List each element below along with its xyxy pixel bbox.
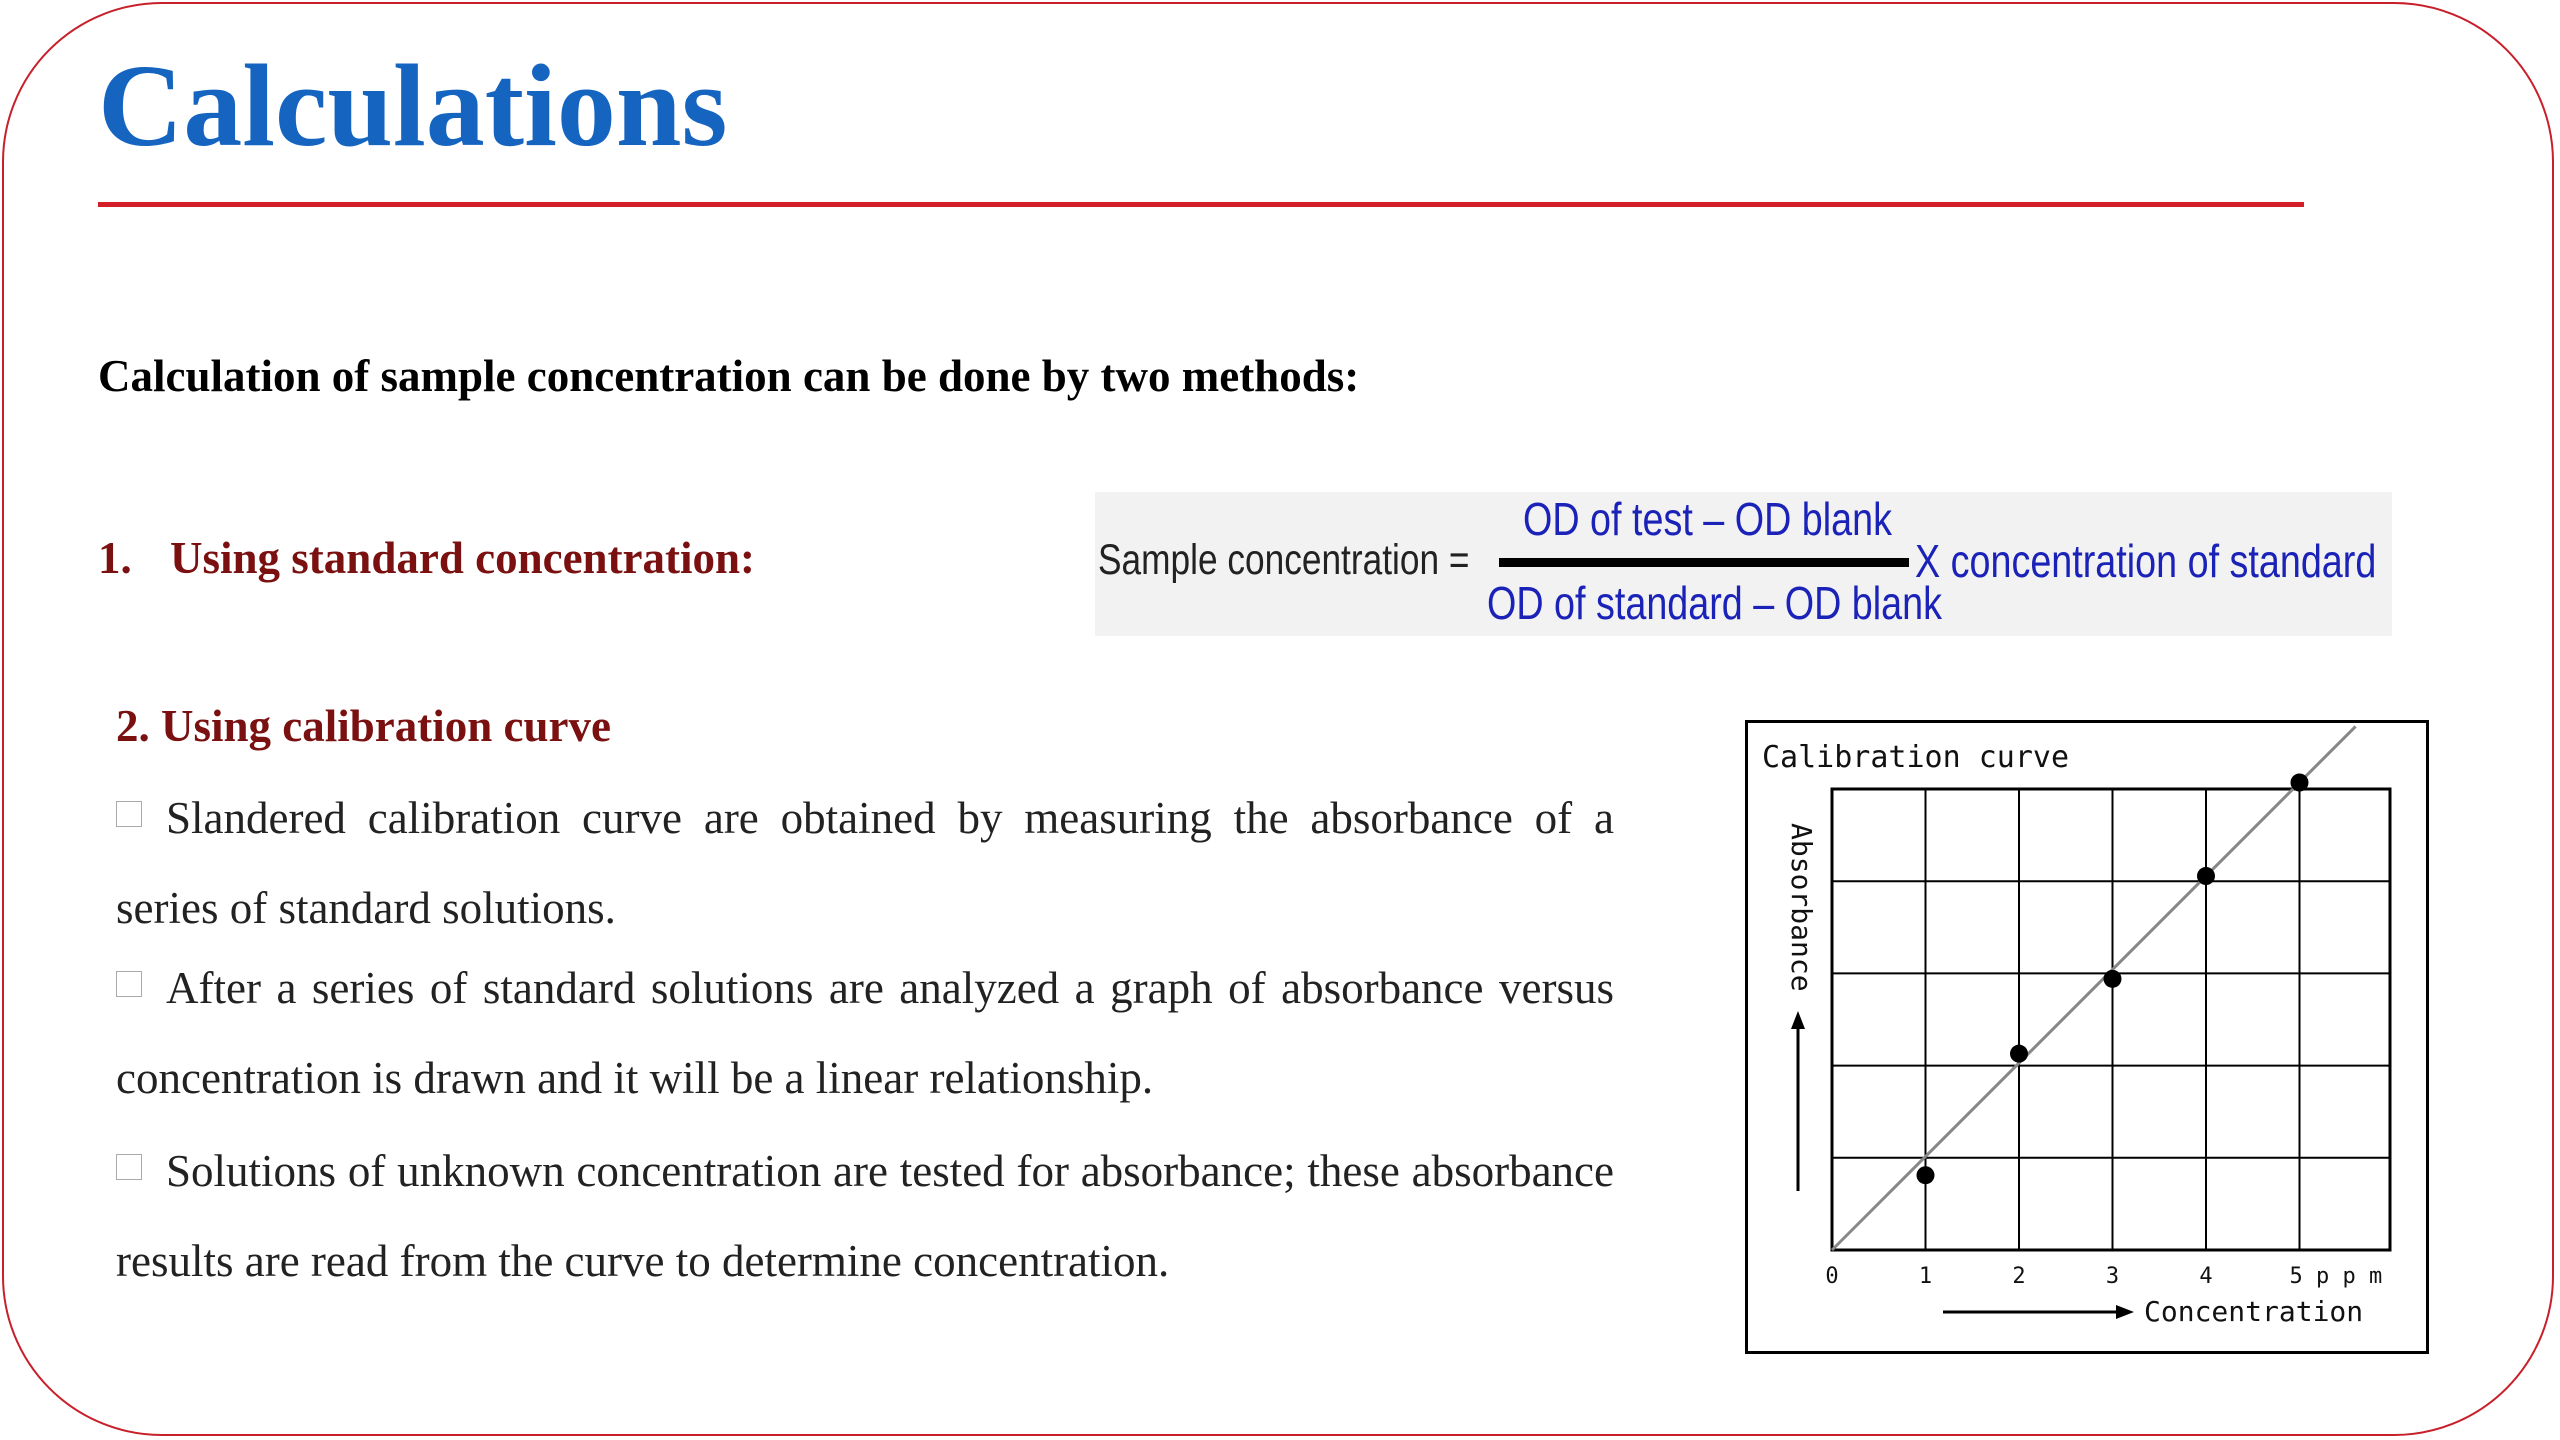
x-tick-label: 1 [1918,1264,1933,1289]
method1-label: Using standard concentration: [170,533,756,583]
y-axis-arrow [1791,1011,1805,1191]
x-tick-label: 5 p p m [2289,1264,2383,1289]
x-tick-label: 3 [2105,1264,2120,1289]
bullet-paragraph [116,1126,1614,1306]
data-point [2197,867,2215,885]
method1-number: 1. [98,533,132,583]
data-point [1917,1166,1935,1184]
fraction-bar [1499,558,1909,567]
calibration-chart-svg [1748,723,2426,1351]
calibration-chart [1745,720,2429,1354]
chart-grid [1832,789,2390,1250]
data-point [2104,970,2122,988]
trendline [1832,726,2356,1250]
intro-text: Calculation of sample concentration can be done by two methods: [98,351,1360,401]
bullet-paragraph [116,773,1614,953]
x-tick-label: 0 [1825,1264,1839,1289]
y-axis-label: Absorbance [1785,823,1818,992]
formula-numerator: OD of test – OD blank [1523,493,1892,545]
bullet-paragraph [116,943,1614,1123]
method1-heading [98,532,755,584]
data-point [2010,1045,2028,1063]
bullet-text: After a series of standard solutions are analyzed a graph of absorbance versus concentration is drawn and it will be a linear relationship. [116,963,1614,1103]
x-tick-label: 4 [2199,1264,2213,1289]
bullet-checkbox-icon [116,1154,142,1180]
plot-border [1832,789,2390,1250]
slide-title: Calculations [98,40,728,171]
formula-image [1095,492,2392,636]
trendline-layer [1832,726,2356,1250]
x-tick-label: 2 [2012,1264,2026,1289]
method2-heading: 2. Using calibration curve [116,701,611,751]
formula-rhs: X concentration of standard [1915,535,2377,587]
bullet-text: Solutions of unknown concentration are tested for absorbance; these absorbance results are read from the curve to determine concentration. [116,1146,1614,1286]
chart-title: Calibration curve [1762,740,2070,775]
x-tick-labels [1825,1264,2382,1289]
bullet-text: Slandered calibration curve are obtained by measuring the absorbance of a series of standard solutions. [116,793,1614,933]
x-axis-arrow [1943,1305,2134,1319]
bullet-checkbox-icon [116,801,142,827]
formula-lhs: Sample concentration = [1098,536,1470,584]
data-point [2291,774,2309,792]
title-underline [98,202,2304,207]
x-axis-label: Concentration [2144,1295,2364,1328]
bullet-checkbox-icon [116,971,142,997]
formula-denominator: OD of standard – OD blank [1487,577,1942,629]
